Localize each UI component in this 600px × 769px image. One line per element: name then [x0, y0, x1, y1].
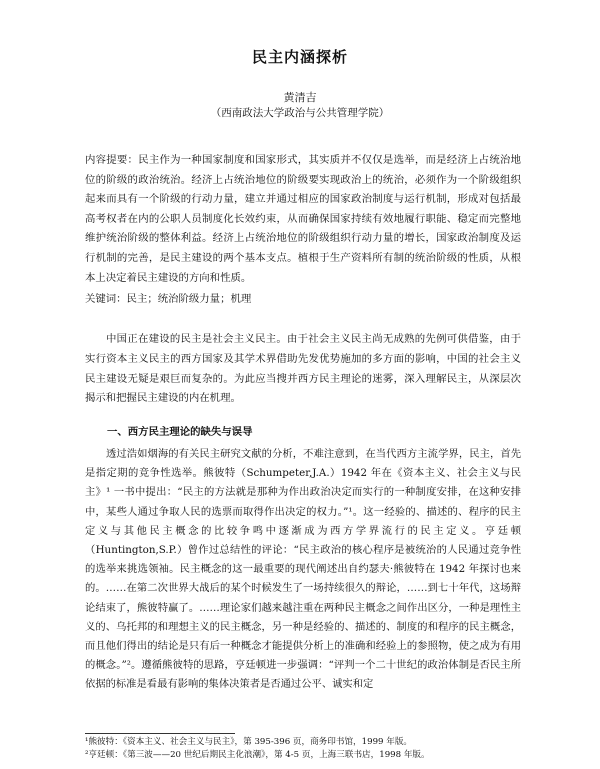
section-heading: 一、西方民主理论的缺失与误导	[107, 426, 253, 438]
author-name: 黄清吉	[283, 91, 317, 104]
keywords: 关键词：民主；统治阶级力量；机理	[85, 293, 252, 305]
footnote-divider	[85, 733, 235, 734]
intro-paragraph: 中国正在建设的民主是社会主义民主。由于社会主义民主尚无成熟的先例可供借鉴，由于实行资本主义民主的西方国家及其学术界借助先发优势施加的多方面的影响，中国的社会主义民主建设无疑是艰巨而复杂的。为此应当搜并西方民主理论的迷雾，深入理解民主，从深层次揭示和把握民主建设的内在机理。	[85, 333, 521, 405]
article-title: 民主内涵探析	[251, 48, 348, 66]
footnote-2: ²亨廷顿：《第三波——20 世纪后期民主化浪潮》，第 4-5 页，上海三联书店，1998 年版。	[85, 750, 430, 760]
author-affiliation: （西南政法大学政治与公共管理学院）	[210, 107, 390, 119]
abstract: 内容提要：民主作为一种国家制度和国家形式，其实质并不仅仅是选举，而是经济上占统治地位的阶级的政治统治。经济上占统治地位的阶级要实现政治上的统治，必须作为一个阶级组织起来而具有一个阶级的行动力量，建立并通过相应的国家政治制度与运行机制，形成对包括最高考权者在内的公职人员制度化长效约束，从而确保国家持续有效地履行职能、稳定而完整地维护统治阶级的整体利益。经济上占统治地位的阶级组织行动力量的增长，国家政治制度及运行机制的完善，是民主建设的两个基本支点。植根于生产资料所有制的统治阶级的性质，从根本上决定着民主建设的方向和性质。	[85, 154, 521, 284]
footnote-1: ¹熊彼特：《资本主义、社会主义与民主》，第 395-396 页，商务印书馆，1999 年版。	[85, 737, 413, 747]
body-paragraph: 透过浩如烟海的有关民主研究文献的分析，不难注意到，在当代西方主流学界，民主，首先是指定期的竞争性选举。熊彼特（Schumpeter,J.A.）1942 年在《资本主义、社会主义与民主》¹ 一书中提出：“民主的方法就是那种为作出政治决定而实行的一种制度安排，在这种安排中，某些人通过争取人民的选票而取得作出决定的权力。”¹。这一经验的、描述的、程序的民主定义与其他民主概念的比较争鸣中逐渐成为西方学界流行的民主定义。亨廷顿（Huntington,S.P.）曾作过总结性的评论：“民主政治的核心程序是被统治的人民通过竞争性的选举来挑选领袖。民主概念的这一最重要的现代阐述出自约瑟夫·熊彼特在 1942 年探讨也来的。……在第二次世界大战后的某个时候发生了一场持续很久的辩论，……到七十年代，这场辩论结束了，熊彼特赢了。……理论家们越来越注重在两种民主概念之间作出区分，一种是理性主义的、乌托邦的和理想主义的民主概念，另一种是经验的、描述的、制度的和程序的民主概念，而且他们得出的结论是只有后一种概念才能提供分析上的准确和经验上的参照物，使之成为有用的概念。”²。遵循熊彼特的思路，亨廷顿进一步强调：“评判一个二十世纪的政治体制是否民主所依据的标准是看最有影响的集体决策者是否通过公平、诚实和定	[85, 448, 521, 691]
